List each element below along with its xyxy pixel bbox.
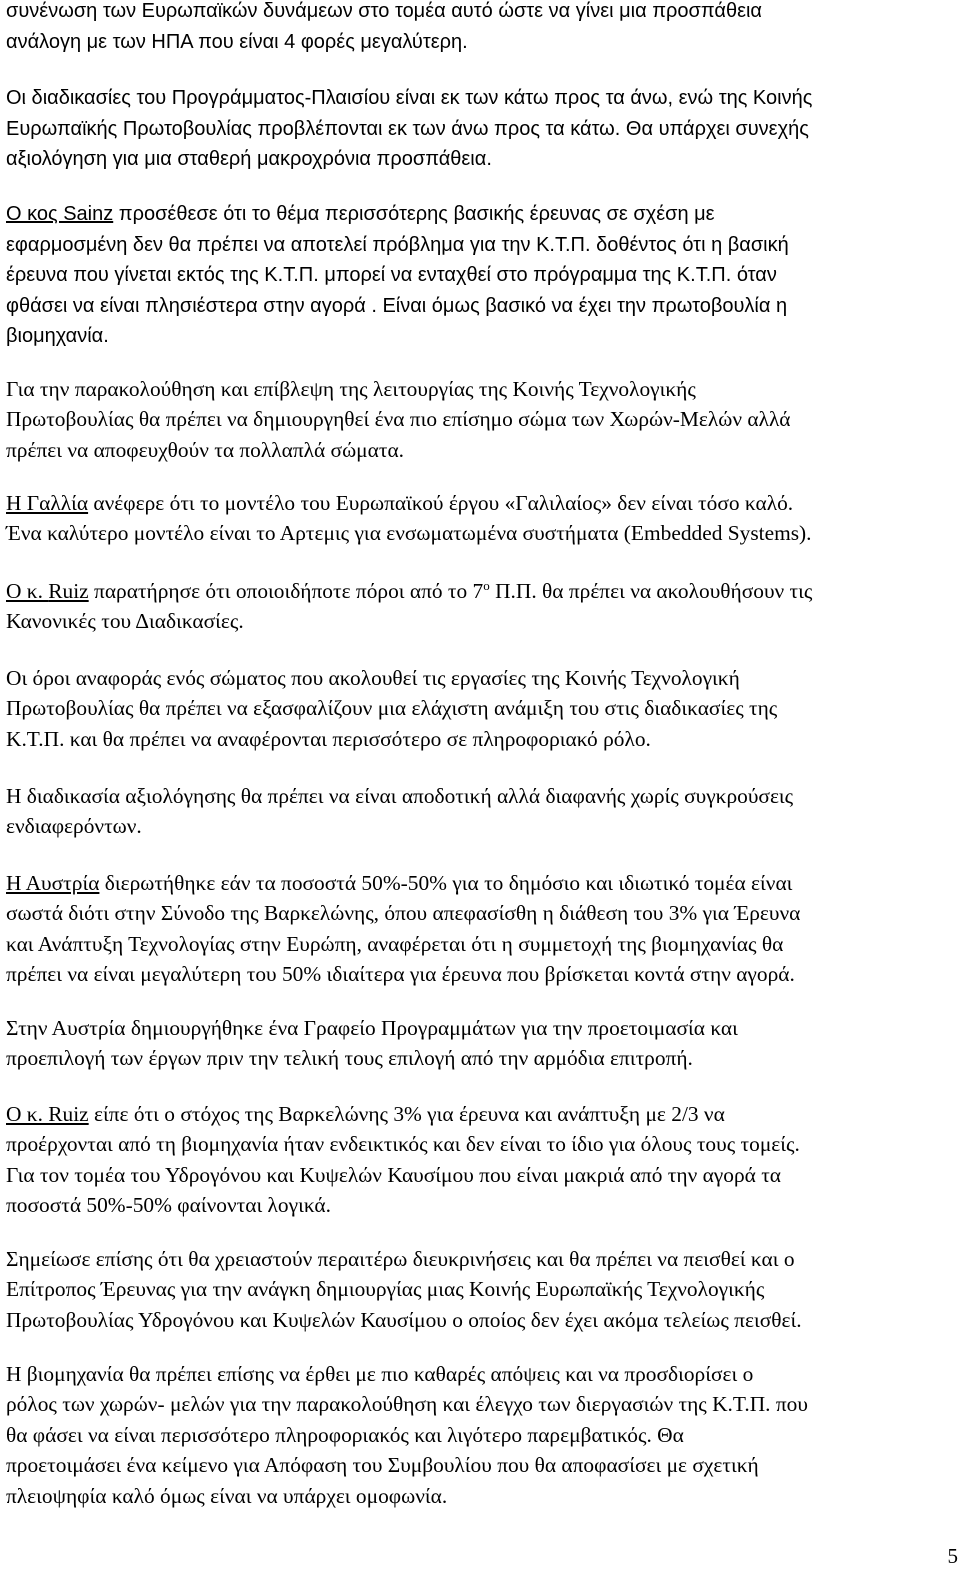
- text-line: Για τον τομέα του Υδρογόνου και Κυψελών Καυσίμου που είναι μακριά από την αγορά τα: [6, 1162, 781, 1187]
- text-line: ποσοστά 50%-50% φαίνονται λογικά.: [6, 1193, 331, 1218]
- text-line: Π.Π. θα πρέπει να ακολουθήσουν τις: [489, 579, 813, 603]
- text-line: Οι όροι αναφοράς ενός σώματος που ακολουθεί τις εργασίες της Κοινής Τεχνολογική: [6, 666, 740, 690]
- paragraph-13: [6, 1359, 808, 1511]
- paragraph-5: [6, 488, 812, 549]
- text-line: Ένα καλύτερο μοντέλο είναι το Αρτεμις για ενσωματωμένα συστήματα (Embedded Systems).: [6, 521, 812, 546]
- paragraph-1: [6, 0, 762, 57]
- text-line: Στην Αυστρία δημιουργήθηκε ένα Γραφείο Προγραμμάτων για την προετοιμασία και: [6, 1016, 738, 1040]
- text-line: Σημείωσε επίσης ότι θα χρειαστούν περαιτέρω διευκρινήσεις και θα πρέπει να πεισθεί και ο: [6, 1247, 795, 1271]
- paragraph-10: [6, 1013, 738, 1074]
- text-line: σωστά διότι στην Σύνοδο της Βαρκελώνης, όπου απεφασίσθη η διάθεση του 3% για Έρευνα: [6, 901, 801, 926]
- paragraph-6: [6, 576, 812, 637]
- text-line: Πρωτοβουλίας θα πρέπει να δημιουργηθεί ένα πιο επίσημο σώμα των Χωρών-Μελών αλλά: [6, 407, 791, 432]
- paragraph-7: [6, 663, 777, 754]
- speaker-name: Η Αυστρία: [6, 871, 100, 895]
- text-line: θα φάσει να είναι περισσότερο πληροφοριακός και λιγότερο παρεμβατικός. Θα: [6, 1422, 684, 1447]
- text-line: διερωτήθηκε εάν τα ποσοστά 50%-50% για το δημόσιο και ιδιωτικό τομέα είναι: [99, 871, 793, 895]
- text-line: Ευρωπαϊκής Πρωτοβουλίας προβλέπονται εκ των άνω προς τα κάτω. Θα υπάρχει συνεχής: [6, 117, 809, 140]
- text-line: πλειοψηφία καλό όμως είναι να υπάρχει ομοφωνία.: [6, 1483, 448, 1508]
- text-line: προετοιμάσει ένα κείμενο για Απόφαση του Συμβουλίου που θα αποφασίσει με σχετική: [6, 1453, 759, 1478]
- page-number: 5: [947, 1544, 958, 1568]
- text-line: Κανονικές του Διαδικασίες.: [6, 609, 244, 634]
- text-line: Επίτροπος Έρευνας για την ανάγκη δημιουργίας μιας Κοινής Ευρωπαϊκής Τεχνολογικής: [6, 1277, 765, 1302]
- speaker-prefix: Ο κ.: [6, 579, 49, 603]
- speaker-name: Ο κος Sainz: [6, 203, 114, 225]
- text-line: ανέφερε ότι το μοντέλο του Ευρωπαϊκού έργου «Γαλιλαίος» δεν είναι τόσο καλό.: [88, 491, 794, 515]
- text-line: Πρωτοβουλίας θα πρέπει να εξασφαλίζουν μια ελάχιστη ανάμιξη του στις διαδικασίες της: [6, 696, 778, 721]
- ordinal-superscript: ο: [483, 577, 490, 593]
- speaker-name: Η Γαλλία: [6, 491, 89, 515]
- paragraph-11: [6, 1099, 800, 1221]
- text-line: φθάσει να είναι πλησιέστερα στην αγορά . Είναι όμως βασικό να έχει την πρωτοβουλία η: [6, 294, 788, 317]
- speaker-name: Ruiz: [48, 579, 89, 603]
- text-line: αξιολόγηση για μια σταθερή μακροχρόνια προσπάθεια.: [6, 148, 492, 171]
- text-line: και Ανάπτυξη Τεχνολογίας στην Ευρώπη, αναφέρεται ότι η συμμετοχή της βιομηχανίας θα: [6, 931, 784, 956]
- text-line: Οι διαδικασίες του Προγράμματος-Πλαισίου είναι εκ των κάτω προς τα άνω, ενώ της Κοινής: [6, 87, 813, 109]
- paragraph-9: [6, 868, 800, 990]
- text-line: ανάλογη με των ΗΠΑ που είναι 4 φορές μεγαλύτερη.: [6, 30, 468, 53]
- text-line: ενδιαφερόντων.: [6, 814, 142, 839]
- text-line: Για την παρακολούθηση και επίβλεψη της λειτουργίας της Κοινής Τεχνολογικής: [6, 377, 696, 401]
- text-line: είπε ότι ο στόχος της Βαρκελώνης 3% για έρευνα και ανάπτυξη με 2/3 να: [88, 1102, 725, 1126]
- text-line: προεπιλογή των έργων πριν την τελική τους επιλογή από την αρμόδια επιτροπή.: [6, 1046, 693, 1071]
- text-line: πρέπει να αποφευχθούν τα πολλαπλά σώματα.: [6, 437, 404, 462]
- text-line: Πρωτοβουλίας Υδρογόνου και Κυψελών Καυσίμου ο οποίος δεν έχει ακόμα τελείως πεισθεί.: [6, 1307, 802, 1332]
- text-line: βιομηχανία.: [6, 325, 109, 348]
- text-line: ρόλος των χωρών- μελών για την παρακολούθηση και έλεγχο των διεργασιών της Κ.Τ.Π. που: [6, 1392, 808, 1417]
- paragraph-8: [6, 781, 793, 842]
- text-line: προέρχονται από τη βιομηχανία ήταν ενδεικτικός και δεν είναι το ίδιο για όλους τους τομείς.: [6, 1132, 800, 1157]
- text-line: έρευνα που γίνεται εκτός της Κ.Τ.Π. μπορεί να ενταχθεί στο πρόγραμμα της Κ.Τ.Π. όταν: [6, 264, 777, 287]
- text-line: Η διαδικασία αξιολόγησης θα πρέπει να είναι αποδοτική αλλά διαφανής χωρίς συγκρούσεις: [6, 784, 794, 808]
- paragraph-3: [6, 199, 789, 352]
- text-line: συνένωση των Ευρωπαϊκών δυνάμεων στο τομέα αυτό ώστε να γίνει μια προσπάθεια: [6, 0, 762, 22]
- paragraph-4: [6, 374, 791, 465]
- paragraph-2: [6, 83, 812, 175]
- text-line: εφαρμοσμένη δεν θα πρέπει να αποτελεί πρόβλημα για την Κ.Τ.Π. δοθέντος ότι η βασική: [6, 233, 789, 256]
- text-line: προσέθεσε ότι το θέμα περισσότερης βασικής έρευνας σε σχέση με: [113, 203, 715, 225]
- text-line: Κ.Τ.Π. και θα πρέπει να αναφέρονται περισσότερο σε πληροφοριακό ρόλο.: [6, 726, 651, 751]
- text-line: πρέπει να είναι μεγαλύτερη του 50% ιδιαίτερα για έρευνα που βρίσκεται κοντά στην αγορά.: [6, 962, 795, 987]
- paragraph-12: [6, 1244, 802, 1335]
- text-line: παρατήρησε ότι οποιοιδήποτε πόροι από το 7: [88, 579, 484, 603]
- speaker-name: Ο κ. Ruiz: [6, 1102, 89, 1126]
- text-line: Η βιομηχανία θα πρέπει επίσης να έρθει με πιο καθαρές απόψεις και να προσδιορίσει ο: [6, 1362, 754, 1386]
